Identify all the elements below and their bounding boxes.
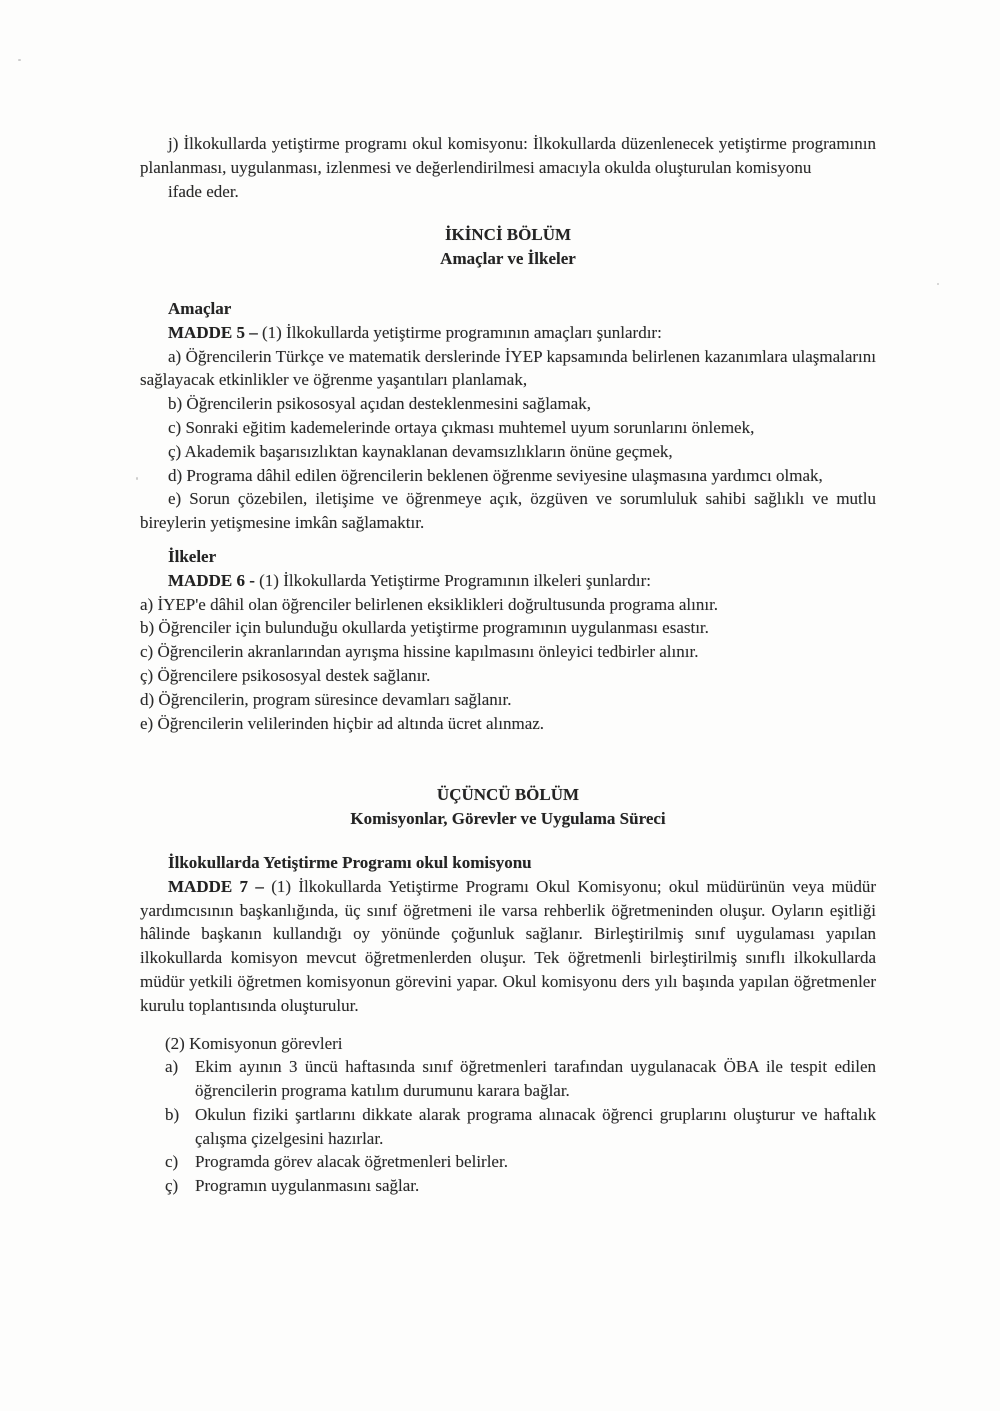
list-item: b) Öğrencilerin psikososyal açıdan desteklenmesini sağlamak,	[168, 394, 591, 414]
list-item: e) Sorun çözebilen, iletişime ve öğrenmeye açık, özgüven ve sorumluluk sahibi sağlıklı ve mutlu bireylerin yetişmesine imkân sağlamaktır.	[140, 489, 876, 533]
scan-speck	[136, 477, 138, 480]
duty-marker: b)	[165, 1104, 180, 1124]
madde-5-paragraph	[140, 321, 876, 345]
madde-5-intro: (1) İlkokullarda yetiştirme programının amaçları şunlardır:	[261, 322, 662, 342]
madde-6-intro: (1) İlkokullarda Yetiştirme Programının ilkeleri şunlardır:	[259, 570, 652, 590]
list-item: e) Öğrencilerin velilerinden hiçbir ad altında ücret alınmaz.	[140, 713, 545, 733]
chapter-3-title: ÜÇÜNCÜ BÖLÜM	[436, 785, 580, 805]
duty-text: Programın uygulanmasını sağlar.	[195, 1176, 420, 1196]
amaclar-heading: Amaçlar	[168, 298, 232, 318]
list-item: b) Öğrenciler için bulunduğu okullarda yetiştirme programının uygulanması esastır.	[140, 618, 709, 638]
madde-7-paragraph	[140, 875, 876, 1018]
list-item: a) İYEP'e dâhil olan öğrenciler belirlenen eksiklikleri doğrultusunda programa alınır.	[140, 594, 719, 614]
duties-section	[165, 1032, 876, 1199]
list-item: a) Öğrencilerin Türkçe ve matematik derslerinde İYEP kapsamında belirlenen kazanımlara ulaşmalarını sağlayacak etkinlikler ve öğrenme yaşantıları planlamak,	[140, 346, 876, 390]
list-item: ç) Akademik başarısızlıktan kaynaklanan devamsızlıkların önüne geçmek,	[168, 441, 673, 461]
definition-closing: ifade eder.	[168, 181, 239, 201]
chapter-2-title: İKİNCİ BÖLÜM	[444, 225, 572, 245]
list-item: c) Sonraki eğitim kademelerinde ortaya çıkması muhtemel uyum sorunlarını önlemek,	[168, 417, 755, 437]
duty-item	[165, 1150, 876, 1174]
duty-marker: c)	[165, 1152, 179, 1172]
scan-speck	[937, 283, 939, 285]
duty-text: Programda görev alacak öğretmenleri belirler.	[195, 1152, 508, 1172]
madde-7-text: (1) İlkokullarda Yetiştirme Programı Okul Komisyonu; okul müdürünün veya müdür yardımcısının başkanlığında, üç sınıf öğretmeni ile varsa rehberlik öğretmeninden oluşur. Oyların eşitliği hâlinde başkanın kullandığı oy yönünde çoğunluk sağlanır. Birleştirilmiş sınıf uygulaması yapılan ilkokullarda komisyon mevcut öğretmenlerden oluşur. Tek öğretmenli birleştirilmiş sınıflı ilkokullarda müdür yetkili öğretmen komisyonun görevini yapar. Okul komisyonu ders yılı başında yapılan öğretmenler kurulu toplantısında oluşturulur.	[140, 876, 877, 1015]
duty-text: Okulun fiziki şartlarını dikkate alarak programa alınacak öğrenci gruplarını oluşturur ve haftalık çalışma çizelgesini hazırlar.	[195, 1104, 876, 1148]
list-item: d) Programa dâhil edilen öğrencilerin beklenen öğrenme seviyesine ulaşmasına yardımcı olmak,	[168, 465, 823, 485]
komisyon-heading: İlkokullarda Yetiştirme Programı okul komisyonu	[168, 852, 532, 872]
duty-marker: a)	[165, 1057, 179, 1077]
chapter-3-heading	[140, 783, 876, 831]
madde-5-label: MADDE 5 –	[168, 322, 258, 342]
list-item: c) Öğrencilerin akranlarından ayrışma hissine kapılmasını önleyici tedbirler alınır.	[140, 642, 699, 662]
madde-6-label: MADDE 6 -	[168, 570, 255, 590]
definition-paragraph: j) İlkokullarda yetiştirme programı okul komisyonu: İlkokullarda düzenlenecek yetiştirme programının planlanması, uygulanması, izlenmesi ve değerlendirilmesi amacıyla okulda oluşturulan komisyonu	[140, 134, 876, 177]
duty-text: Ekim ayının 3 üncü haftasında sınıf öğretmenleri tarafından uygulanacak ÖBA ile tespit edilen öğrencilerin programa katılım durumunu karara bağlar.	[195, 1057, 876, 1101]
list-item: d) Öğrencilerin, program süresince devamları sağlanır.	[140, 689, 512, 709]
duty-marker: ç)	[165, 1176, 179, 1196]
ilkeler-heading: İlkeler	[168, 546, 217, 566]
list-item: ç) Öğrencilere psikososyal destek sağlanır.	[140, 665, 431, 685]
duties-heading: (2) Komisyonun görevleri	[165, 1033, 343, 1053]
chapter-3-subtitle: Komisyonlar, Görevler ve Uygulama Süreci	[350, 809, 666, 829]
chapter-2-subtitle: Amaçlar ve İlkeler	[440, 249, 576, 269]
duty-item	[165, 1174, 876, 1198]
madde-7-label: MADDE 7 –	[168, 876, 264, 896]
chapter-2-heading	[140, 223, 876, 271]
scan-speck	[18, 59, 21, 61]
madde-6-paragraph	[140, 569, 876, 593]
duty-item	[165, 1055, 876, 1103]
duty-item	[165, 1103, 876, 1151]
